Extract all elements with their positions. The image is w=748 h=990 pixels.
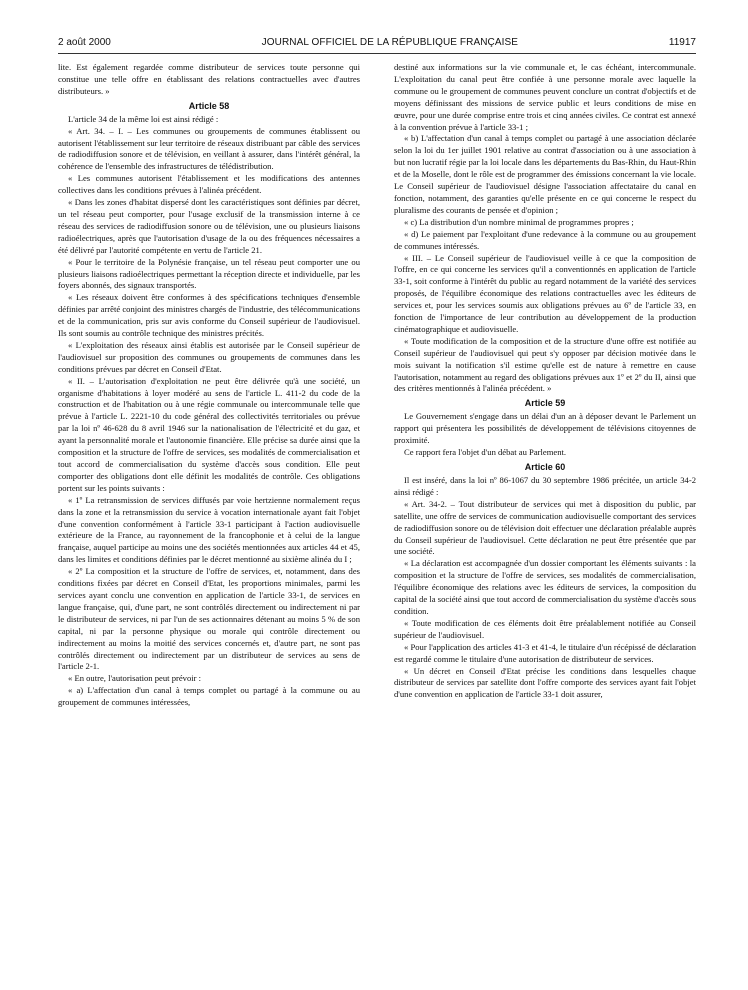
- paragraph: « b) L'affectation d'un canal à temps complet ou partagé à une association déclarée selon la loi du 1er juillet 1901 relative au contrat d'association ou à une association à but non lucratif régie par la loi locale dans les départements du Bas-Rhin, du Haut-Rhin et de la Moselle, dont le rôle est de programmer des émissions concernant la vie locale. Le Conseil supérieur de l'audiovisuel désigne l'association affectataire du canal en fonction, notamment, des garanties qu'elle présente en ce qui concerne le respect du pluralisme des courants de pensée et d'opinion ;: [394, 133, 696, 215]
- paragraph: « Art. 34. – I. – Les communes ou groupements de communes établissent ou autorisent l'établissement sur leur territoire de réseaux distribuant par câble des services de radiodiffusion sonore et de télévision, en veillant à assurer, dans l'intérêt général, la cohérence de l'ensemble des infrastructures de télédistribution.: [58, 125, 360, 172]
- paragraph: « En outre, l'autorisation peut prévoir :: [68, 673, 202, 684]
- paragraph: « Toute modification de ces éléments doit être préalablement notifiée au Conseil supérieur de l'audiovisuel.: [394, 617, 696, 640]
- paragraph: lite. Est également regardée comme distributeur de services toute personne qui constitue une telle offre en établissant des relations contractuelles avec d'autres distributeurs. »: [58, 62, 360, 96]
- right-column: [394, 62, 696, 980]
- page-header: [58, 34, 696, 50]
- paragraph: « Pour l'application des articles 41-3 et 41-4, le titulaire d'un récépissé de déclaration est regardé comme le titulaire d'une autorisation de distributeur de services.: [394, 641, 696, 664]
- paragraph: « La déclaration est accompagnée d'un dossier comportant les éléments suivants : la composition et la structure de l'offre de services, ses modalités de commercialisation, l'équilibre économique des relations avec les éditeurs de services, la composition du capital de la société ainsi que tout accord de commercialisation du système d'accès sous condition.: [394, 558, 696, 616]
- paragraph: « a) L'affectation d'un canal à temps complet ou partagé à la commune ou au groupement de communes intéressées,: [58, 685, 360, 708]
- paragraph: « Toute modification de la composition et de la structure d'une offre est notifiée au Conseil supérieur de l'audiovisuel qui peut s'y opposer par décision motivée dans le mois suivant la notification s'il estime qu'elle est de nature à remettre en cause l'autorisation, notamment au regard des obligations prévues aux 1º et 2º du II, ainsi que des critères mentionnés à l'alinéa précédent. »: [394, 335, 696, 394]
- page-number: 11917: [668, 36, 696, 48]
- paragraph: « c) La distribution d'un nombre minimal de programmes propres ;: [404, 216, 634, 227]
- paragraph: Le Gouvernement s'engage dans un délai d'un an à déposer devant le Parlement un rapport qui présentera les possibilités de développement de télévisions citoyennes de proximité.: [394, 411, 696, 446]
- text-columns: [58, 62, 696, 980]
- article-60-heading: Article 60: [524, 462, 566, 472]
- paragraph: Il est inséré, dans la loi nº 86-1067 du 30 septembre 1986 précitée, un article 34-2 ainsi rédigé :: [394, 475, 696, 497]
- paragraph: Ce rapport fera l'objet d'un débat au Parlement.: [404, 447, 567, 458]
- paragraph: « Les réseaux doivent être conformes à des spécifications techniques d'ensemble définies par arrêté conjoint des ministres chargés de l'industrie, des télécommunications et de la communication, pris sur avis conforme du Conseil supérieur de l'audiovisuel. Ils sont soumis au contrôle technique des ministres précités.: [58, 292, 360, 339]
- header-rule: [58, 53, 696, 54]
- paragraph: « L'exploitation des réseaux ainsi établis est autorisée par le Conseil supérieur de l'audiovisuel sur proposition des communes ou groupements de communes dans les conditions prévues par décret en Conseil d'Etat.: [58, 339, 360, 374]
- journal-title: JOURNAL OFFICIEL DE LA RÉPUBLIQUE FRANÇAISE: [261, 36, 519, 48]
- paragraph: « Art. 34-2. – Tout distributeur de services qui met à disposition du public, par satellite, une offre de services de communication audiovisuelle comportant des services de radiodiffusion sonore ou de télévision doit effectuer une déclaration préalable auprès du Conseil supérieur de l'audiovisuel. Cette déclaration ne peut être présentée que par une société.: [394, 498, 696, 557]
- article-59-heading: Article 59: [524, 398, 566, 409]
- paragraph: « II. – L'autorisation d'exploitation ne peut être délivrée qu'à une société, un organisme d'habitations à loyer modéré au sens de l'article L. 411-2 du code de la construction et de l'habitation ou à une régie communale ou intercommunale telle que prévue à l'article L. 2221-10 du code général des collectivités territoriales ou prévue par la loi nº 46-628 du 8 avril 1946 sur la nationalisation de l'électricité et du gaz, et ayant la personnalité morale et l'autonomie financière. Elle précise sa durée ainsi que la composition et la structure de l'offre de services, ses modalités de commercialisation et tout accord de commercialisation du système d'accès sous condition. Elle peut comporter des obligations dont elle définit les modalités de contrôle. Ces obligations portent sur les points suivants :: [58, 375, 360, 493]
- issue-date: 2 août 2000: [58, 36, 111, 48]
- paragraph: destiné aux informations sur la vie communale et, le cas échéant, intercommunale. L'exploitation du canal peut être confiée à une personne morale avec laquelle la commune ou le groupement de communes peuvent conclure un contrat d'objectifs et de moyens définissant des missions de service public et leurs conditions de mise en œuvre, pour une durée comprise entre trois et cinq années civiles. Ce contrat est annexé à la convention prévue à l'article 33-1 ;: [394, 62, 696, 132]
- paragraph: « 1º La retransmission de services diffusés par voie hertzienne normalement reçus dans la zone et la retransmission du service à vocation internationale ayant fait l'objet d'une convention conformément à l'article 33-1 participant à l'action audiovisuelle extérieure de la France, au rayonnement de la francophonie et à celui de la langue française, auquel participe au moins une des sociétés mentionnées aux articles 44 et 45, dans les limites et conditions définies par le décret mentionné au sixième alinéa du I ;: [58, 494, 360, 565]
- paragraph: « Les communes autorisent l'établissement et les modifications des antennes collectives dans les conditions prévues à l'alinéa précédent.: [58, 173, 360, 196]
- paragraph: « d) Le paiement par l'exploitant d'une redevance à la commune ou au groupement de communes intéressés.: [394, 228, 696, 251]
- paragraph: « Un décret en Conseil d'Etat précise les conditions dans lesquelles chaque distributeur de services par satellite dont l'offre comporte des services ayant fait l'objet d'une convention en application de l'article 33-1 doit assurer,: [394, 665, 696, 700]
- left-column: [58, 62, 360, 980]
- article-58-heading: Article 58: [188, 100, 230, 111]
- paragraph: « Dans les zones d'habitat dispersé dont les caractéristiques sont définies par décret, un tel réseau peut comporter, pour l'usage exclusif de la transmission interne à ce réseau des services de radiodiffusion sonore ou de télévision, une ou plusieurs liaisons radioélectriques, après que l'autorisation d'usage de la ou des fréquences nécessaires a été délivré par l'autorité compétente en vertu de l'article 21.: [58, 197, 360, 255]
- paragraph: « Pour le territoire de la Polynésie française, un tel réseau peut comporter une ou plusieurs liaisons radioélectriques permettant la réception directe et individuelle, par les foyers abonnés, des signaux transportés.: [58, 256, 360, 291]
- paragraph: L'article 34 de la même loi est ainsi rédigé :: [68, 113, 219, 124]
- paragraph: « III. – Le Conseil supérieur de l'audiovisuel veille à ce que la composition de l'offre, en ce qui concerne les services qu'il a conventionnés en application de l'article 33-1, soit conforme à l'intérêt du public au regard notamment de la variété des services proposés, de l'équilibre économique des relations contractuelles avec les éditeurs de services et, pour les services soumis aux obligations prévues au 6º de l'article 33, en fonction de l'importance de leur contribution au développement de la production cinématographique et audiovisuelle.: [394, 252, 696, 334]
- paragraph: « 2º La composition et la structure de l'offre de services, et, notamment, dans des conditions fixées par décret en Conseil d'Etat, les proportions minimales, parmi les services ayant conclu une convention en application de l'article 33-1, de services en langue française, qui, d'une part, ne sont contrôlés directement ou indirectement ni par le distributeur de services, ni par l'un de ses actionnaires détenant au moins 5 % de son capital, ni par la personne physique ou morale qui contrôle directement ou indirectement au moins la moitié des services concernés et, d'autre part, ne sont pas contrôlés directement ou indirectement par un distributeur de services au sens de l'article 2-1.: [58, 566, 360, 672]
